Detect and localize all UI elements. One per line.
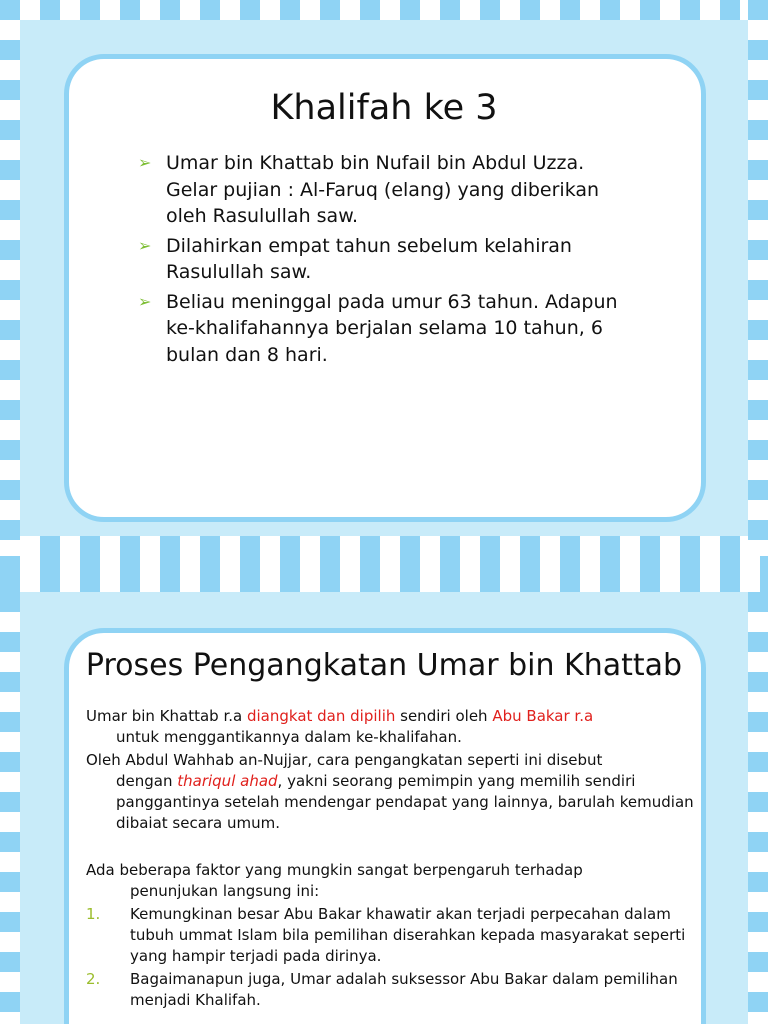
list-item: ➢ Umar bin Khattab bin Nufail bin Abdul Uzza. Gelar pujian : Al-Faruq (elang) yang diberikan oleh Rasulullah saw.: [138, 152, 600, 227]
list-item: ➢ Dilahirkan empat tahun sebelum kelahiran Rasulullah saw.: [138, 234, 572, 283]
paragraph-factors-intro: Ada beberapa faktor yang mungkin sangat berpengaruh terhadap penunjukan langsung ini:: [86, 861, 583, 900]
slide-title: Proses Pengangkatan Umar bin Khattab: [85, 648, 683, 683]
list-item: ➢ Beliau meninggal pada umur 63 tahun. Adapun ke-khalifahannya berjalan selama 10 tahun, 6 bulan dan 8 hari.: [138, 290, 618, 366]
striped-border-right: [748, 0, 768, 556]
factor-list: [86, 904, 696, 1013]
paragraph-appointment: Umar bin Khattab r.a diangkat dan dipilih sendiri oleh Abu Bakar r.a untuk menggantikannya dalam ke-khalifahan.: [86, 707, 594, 746]
list-item: 2. Bagaimanapun juga, Umar adalah suksessor Abu Bakar dalam pemilihan menjadi Khalifah.: [86, 970, 678, 1009]
striped-border-bottom: [0, 536, 768, 556]
paragraph-thariqul-ahad: Oleh Abdul Wahhab an-Nujjar, cara pengangkatan seperti ini disebut dengan thariqul ahad, yakni seorang pemimpin yang memilih sendiri panggantinya setelah mendengar pendapat yang lainnya, barulah kemudian dibaiat secara umum.: [86, 751, 694, 832]
arrow-bullet-icon: ➢: [138, 291, 152, 311]
bullet-list: [138, 150, 638, 371]
slide-title: Khalifah ke 3: [270, 88, 498, 128]
slide-2: [0, 592, 768, 1024]
striped-border-top: [0, 0, 768, 20]
striped-border-left: [0, 0, 20, 556]
list-item: 1. Kemungkinan besar Abu Bakar khawatir akan terjadi perpecahan dalam tubuh ummat Islam bila pemilihan diserahkan kepada masyarakat seperti yang hampir terjadi pada dirinya.: [86, 905, 686, 965]
slide-divider-stripes: [0, 556, 768, 592]
arrow-bullet-icon: ➢: [138, 235, 152, 255]
arrow-bullet-icon: ➢: [138, 153, 152, 172]
